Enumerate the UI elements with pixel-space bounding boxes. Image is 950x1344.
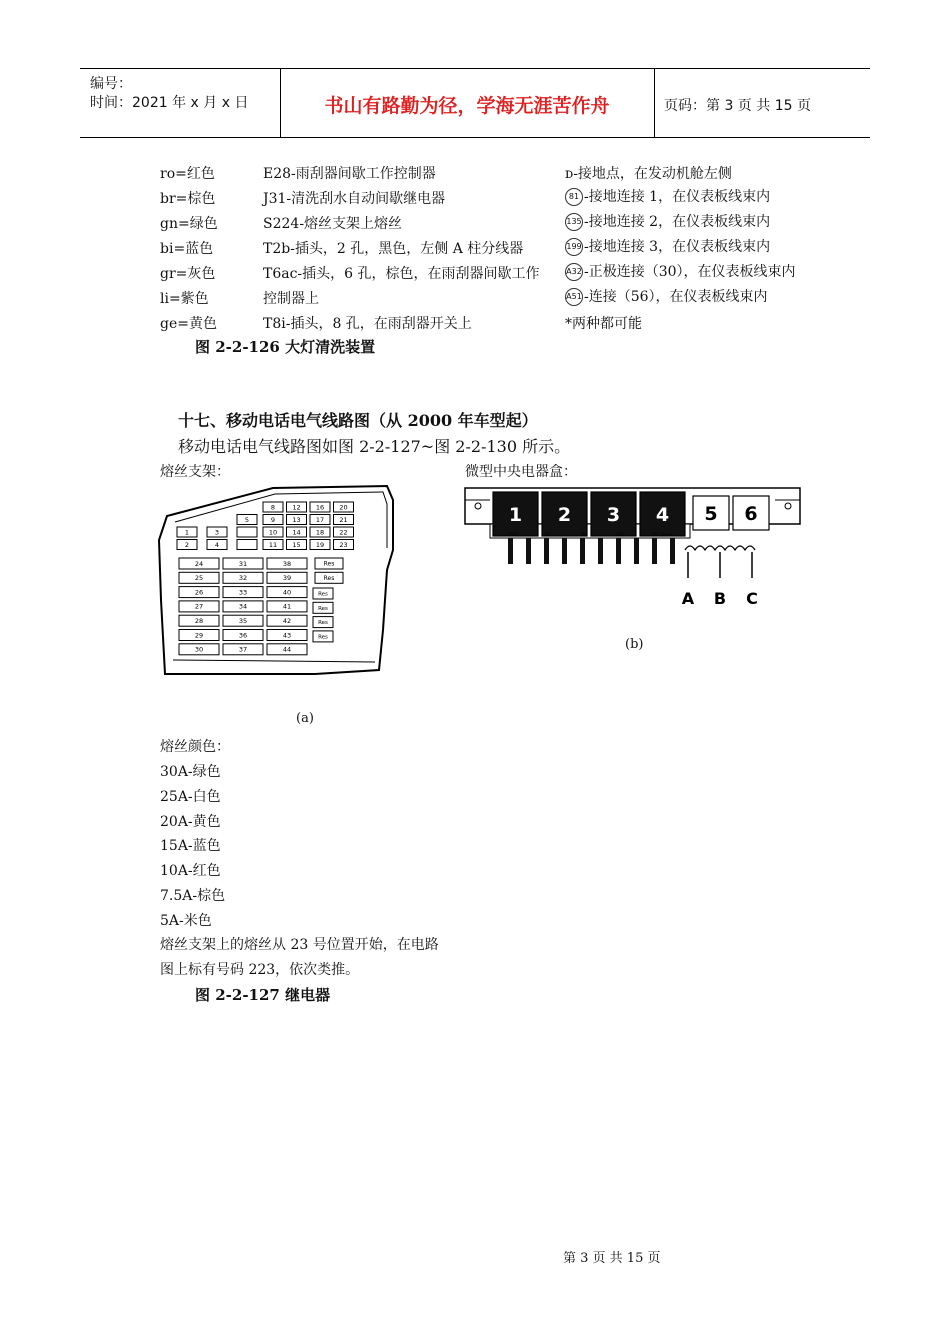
fuse-slot-label: 20	[339, 503, 348, 512]
fuse-color-item: 30A-绿色	[160, 764, 221, 780]
component-item: S224-熔丝支架上熔丝	[263, 216, 403, 232]
relay-wire-loop	[685, 546, 755, 550]
fuse-note-line1: 熔丝支架上的熔丝从 23 号位置开始，在电路	[160, 937, 439, 953]
fuse-slot-label: 14	[292, 528, 301, 537]
relay-number-label: 6	[744, 503, 758, 525]
fuse-holder-diagram	[155, 480, 400, 690]
relay-pin-label: 30a	[616, 533, 625, 538]
color-code-item: gn=绿色	[160, 216, 218, 232]
relay-pin	[634, 538, 639, 564]
relay-number-label: 4	[655, 504, 670, 526]
relay-pin	[508, 538, 513, 564]
header-info-cell	[80, 69, 281, 137]
relay-pin	[598, 538, 603, 564]
fuse-color-item: 10A-红色	[160, 863, 221, 880]
page-header	[80, 68, 870, 138]
fuse-note-line2: 图上标有号码 223，依次类推。	[160, 962, 360, 978]
fuse-slot-label: 26	[194, 588, 204, 597]
fuse-slot-label: 11	[268, 540, 278, 549]
relay-number-label: 5	[704, 503, 718, 525]
fuse-slot-label: 38	[282, 559, 292, 568]
header-page-cell	[654, 69, 870, 137]
fuse-slot-label: 34	[238, 602, 248, 611]
fuse-color-item: 5A-米色	[160, 912, 212, 929]
connection-text: -连接（56），在仪表板线束内	[584, 289, 768, 305]
connection-text: -接地连接 1，在仪表板线束内	[584, 189, 771, 205]
fuse-slot-label: 27	[194, 602, 204, 611]
fuse-slot-label: 35	[238, 617, 248, 626]
fuse-slot-label: 8	[270, 503, 276, 512]
relay-number-label: 1	[508, 504, 523, 526]
relay-box-label: 微型中央电器盒：	[465, 464, 577, 480]
relay-pin-label: 75A	[508, 533, 517, 538]
connection-text: -接地连接 3，在仪表板线束内	[584, 239, 771, 255]
fuse-slot-label: 32	[238, 574, 248, 583]
color-code-item: bi=蓝色	[160, 241, 214, 257]
color-code-item: ge=黄色	[160, 316, 217, 332]
fuse-slot-blank-frame	[237, 527, 257, 537]
fuse-slot-label: 24	[194, 559, 204, 568]
number-label: 编号：	[90, 76, 132, 92]
fuse-slot-label: 17	[315, 515, 325, 524]
fuse-slot-label: 13	[292, 515, 301, 524]
fuse-slot-label: 41	[282, 602, 292, 611]
fuse-slot-label: 28	[194, 617, 204, 626]
ground-text: -接地点，在发动机舱左侧	[573, 166, 732, 182]
fuse-slot-label: 43	[282, 631, 292, 640]
fuse-slot-label: 23	[339, 540, 348, 549]
relay-pin-label: 30	[544, 533, 550, 538]
color-code-item: br=棕色	[160, 191, 216, 207]
fuse-slot-label: 3	[214, 528, 220, 537]
page-info: 页码：第 3 页 共 15 页	[664, 98, 811, 114]
terminal-label: B	[713, 589, 727, 608]
fuse-slot-label: 40	[282, 588, 292, 597]
relay-number-label: 2	[557, 504, 572, 526]
fuse-slot-label: 18	[315, 528, 325, 537]
connection-number-badge: 199	[565, 238, 583, 256]
fuse-color-item: 25A-白色	[160, 788, 221, 805]
fuse-slot-label: 4	[214, 540, 220, 549]
relay-pin	[544, 538, 549, 564]
page-footer: 第 3 页 共 15 页	[563, 1251, 661, 1266]
relay-pin-label: 30	[580, 533, 586, 538]
fuse-slot-label: 36	[238, 631, 248, 640]
fuse-slot-label: 42	[282, 617, 292, 626]
fuse-color-item: 20A-黄色	[160, 813, 221, 830]
fuse-slot-label: 1	[184, 528, 190, 537]
fuse-res-label: Res	[318, 620, 328, 627]
component-item: J31-清洗刮水自动间歇继电器	[263, 191, 446, 207]
connection-number-badge: 81	[565, 188, 583, 206]
fuse-res-label: Res	[318, 591, 328, 598]
motto: 书山有路勤为径，学海无涯苦作舟	[324, 95, 610, 117]
terminal-label: A	[681, 589, 695, 608]
color-code-item: ro=红色	[160, 166, 215, 182]
fuse-slot-label: 30	[194, 645, 204, 654]
fuse-color-item: 7.5A-棕色	[160, 888, 226, 904]
fuse-slot-label: 2	[184, 540, 190, 549]
fuse-slot-blank-frame	[237, 540, 257, 550]
fuse-slot-label: 37	[238, 645, 248, 654]
connection-item	[565, 261, 796, 281]
fuse-slot-label: 12	[292, 503, 301, 512]
fuse-slot-label: 39	[282, 574, 292, 583]
terminal-label: C	[746, 589, 758, 608]
connection-text: -接地连接 2，在仪表板线束内	[584, 214, 771, 230]
fuse-slot-label: 31	[238, 559, 248, 568]
figure-b-label: (b)	[625, 637, 644, 652]
component-item: T8i-插头，8 孔，在雨刮器开关上	[263, 316, 472, 332]
fuse-res-label: Res	[318, 605, 328, 612]
connection-item	[565, 211, 770, 231]
connection-item	[565, 236, 770, 256]
fuse-color-item: 15A-蓝色	[160, 838, 221, 855]
header-motto-cell	[280, 69, 655, 137]
component-item: 控制器上	[263, 291, 319, 307]
fuse-slot-label: 29	[194, 631, 204, 640]
relay-pin	[616, 538, 621, 564]
relay-box-diagram	[460, 480, 805, 610]
fuse-slot-label: 22	[339, 528, 348, 537]
fuse-slot-label: 5	[244, 515, 250, 524]
connection-item	[565, 186, 770, 206]
component-item: T2b-插头，2 孔，黑色，左侧 A 柱分线器	[263, 241, 524, 257]
relay-pin-label: XIT Dzen	[652, 533, 673, 538]
ground-symbol: ᴅ	[565, 166, 574, 182]
fuse-holder-label: 熔丝支架：	[160, 464, 230, 480]
fuse-slot-label: 33	[238, 588, 248, 597]
component-item: E28-雨刮器间歇工作控制器	[263, 166, 436, 182]
fuse-res-label: Res	[318, 634, 328, 641]
fuse-slot-label: 15	[292, 540, 301, 549]
connection-text: -正极连接（30），在仪表板线束内	[584, 264, 796, 280]
fuse-slot-label: 16	[315, 503, 325, 512]
connection-item	[565, 286, 768, 306]
legend-note: *两种都可能	[565, 316, 642, 332]
figure-caption-126: 图 2-2-126 大灯清洗装置	[195, 338, 376, 356]
figure-a-label: (a)	[296, 711, 314, 726]
relay-number-label: 3	[606, 504, 621, 526]
relay-pin	[670, 538, 675, 564]
section-title: 十七、移动电话电气线路图（从 2000 年车型起）	[178, 411, 538, 430]
fuse-colors-title: 熔丝颜色：	[160, 739, 230, 755]
section-intro: 移动电话电气线路图如图 2-2-127~图 2-2-130 所示。	[178, 437, 571, 456]
relay-pin	[526, 538, 531, 564]
fuse-slot-label: 25	[194, 574, 204, 583]
fuse-slot-label: 21	[339, 515, 348, 524]
ground-point-item	[565, 163, 732, 183]
color-code-item: gr=灰色	[160, 266, 216, 282]
fuse-slot-label: 9	[270, 515, 276, 524]
fuse-slot-label: 10	[268, 528, 278, 537]
figure-caption-127: 图 2-2-127 继电器	[195, 986, 331, 1004]
connection-number-badge: A32	[565, 263, 583, 281]
fuse-res-label: Res	[323, 574, 335, 582]
component-item: T6ac-插头，6 孔，棕色，在雨刮器间歇工作	[263, 266, 540, 282]
fuse-slot-label: 19	[315, 540, 325, 549]
relay-pin	[562, 538, 567, 564]
time-label: 时间：2021 年 x 月 x 日	[90, 95, 249, 111]
fuse-res-label: Res	[323, 560, 335, 568]
connection-number-badge: 135	[565, 213, 583, 231]
color-code-item: li=紫色	[160, 291, 209, 307]
relay-pin	[580, 538, 585, 564]
fuse-slot-label: 44	[282, 645, 292, 654]
relay-pin	[652, 538, 657, 564]
connection-number-badge: A51	[565, 288, 583, 306]
